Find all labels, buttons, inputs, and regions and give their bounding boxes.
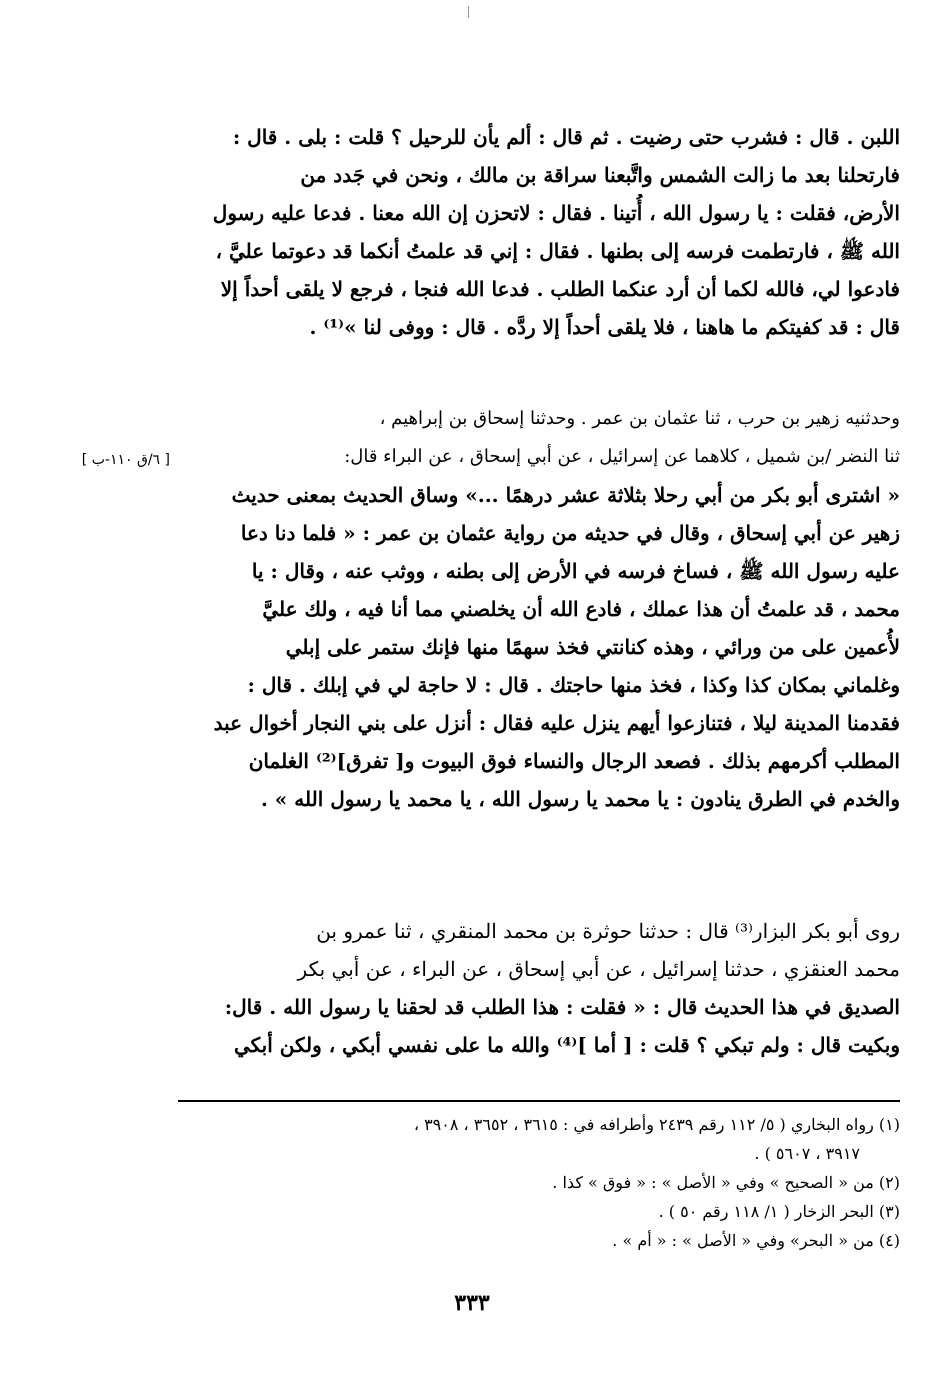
footnote: (١) رواه البخاري ( ٥/ ١١٢ رقم ٢٤٣٩ وأطرافه في : ٣٦١٥ ، ٣٦٥٢ ، ٣٩٠٨ ، — [413, 1115, 900, 1134]
footnote-separator — [178, 1100, 900, 1102]
text-line: فقدمنا المدينة ليلا ، فتنازعوا أيهم ينزل عليه فقال : أنزل على بني النجار أخوال عبد — [213, 711, 900, 735]
text-line: اللبن . قال : فشرب حتى رضيت . ثم قال : ألم يأن للرحيل ؟ قلت : بلى . قال : — [232, 125, 900, 149]
text-line: روى أبو بكر البزار⁽³⁾ قال : حدثنا حوثرة بن محمد المنقري ، ثنا عمرو بن — [316, 919, 900, 943]
footnotes — [178, 1110, 900, 1255]
footnote-continuation: ٣٩١٧ ، ٥٦٠٧ ) . — [754, 1144, 860, 1163]
page-number: ٣٣٣ — [454, 1290, 490, 1316]
text-line: الصديق في هذا الحديث قال : « فقلت : هذا الطلب قد لحقنا يا رسول الله . قال: — [224, 995, 900, 1019]
text-line: والخدم في الطرق ينادون : يا محمد يا رسول الله ، يا محمد يا رسول الله » . — [260, 787, 900, 811]
footnote: (٢) من « الصحيح » وفي « الأصل » : « فوق » كذا . — [552, 1173, 900, 1192]
text-line: الله ﷺ ، فارتطمت فرسه إلى بطنها . فقال : إني قد علمتُ أنكما قد دعوتما عليَّ ، — [215, 239, 900, 263]
paragraph-1 — [178, 118, 900, 346]
footnote: (٤) من « البحر» وفي « الأصل » : « أم » . — [612, 1231, 900, 1250]
text-line: وحدثنيه زهير بن حرب ، ثنا عثمان بن عمر . وحدثنا إسحاق بن إبراهيم ، — [379, 408, 900, 429]
manuscript-folio-reference: [ ٦/ق ١١٠-ب ] — [81, 452, 170, 468]
text-line: محمد العنقزي ، حدثنا إسرائيل ، عن أبي إسحاق ، عن البراء ، عن أبي بكر — [297, 957, 900, 981]
text-line: قال : قد كفيتكم ما هاهنا ، فلا يلقى أحداً إلا ردَّه . قال : ووفى لنا »⁽¹⁾ . — [309, 315, 900, 339]
text-line: ثنا النضر /بن شميل ، كلاهما عن إسرائيل ، عن أبي إسحاق ، عن البراء قال: — [344, 446, 900, 467]
text-line: عليه رسول الله ﷺ ، فساخ فرسه في الأرض إلى بطنه ، ووثب عنه ، وقال : يا — [251, 559, 900, 583]
text-line: لأُعمين على من ورائي ، وهذه كنانتي فخذ سهمًا منها فإنك ستمر على إبلي — [285, 635, 900, 659]
text-line: فارتحلنا بعد ما زالت الشمس واتَّبعنا سراقة بن مالك ، ونحن في جَدد من — [300, 163, 900, 187]
text-line: الأرض، فقلت : يا رسول الله ، أُتينا . فقال : لاتحزن إن الله معنا . فدعا عليه رسول — [212, 201, 900, 225]
paragraph-3 — [178, 912, 900, 1064]
paragraph-2 — [178, 400, 900, 818]
footnote: (٣) البحر الزخار ( ١/ ١١٨ رقم ٥٠ ) . — [658, 1202, 900, 1221]
text-line: محمد ، قد علمتُ أن هذا عملك ، فادع الله أن يخلصني مما أنا فيه ، ولك عليَّ — [262, 597, 900, 621]
text-line: وغلماني بمكان كذا وكذا ، فخذ منها حاجتك . قال : لا حاجة لي في إبلك . قال : — [247, 673, 900, 697]
text-line: « اشترى أبو بكر من أبي رحلا بثلاثة عشر درهمًا ...» وساق الحديث بمعنى حديث — [231, 483, 900, 507]
text-line: فادعوا لي، فالله لكما أن أرد عنكما الطلب . فدعا الله فنجا ، فرجع لا يلقى أحداً إلا — [220, 277, 900, 301]
scan-mark — [468, 6, 473, 18]
text-line: زهير عن أبي إسحاق ، وقال في حديثه من رواية عثمان بن عمر : « فلما دنا دعا — [240, 521, 900, 545]
text-line: المطلب أكرمهم بذلك . فصعد الرجال والنساء فوق البيوت و[ تفرق]⁽²⁾ الغلمان — [248, 749, 900, 773]
text-line: وبكيت قال : ولم تبكي ؟ قلت : [ أما ]⁽⁴⁾ والله ما على نفسي أبكي ، ولكن أبكي — [233, 1033, 900, 1057]
